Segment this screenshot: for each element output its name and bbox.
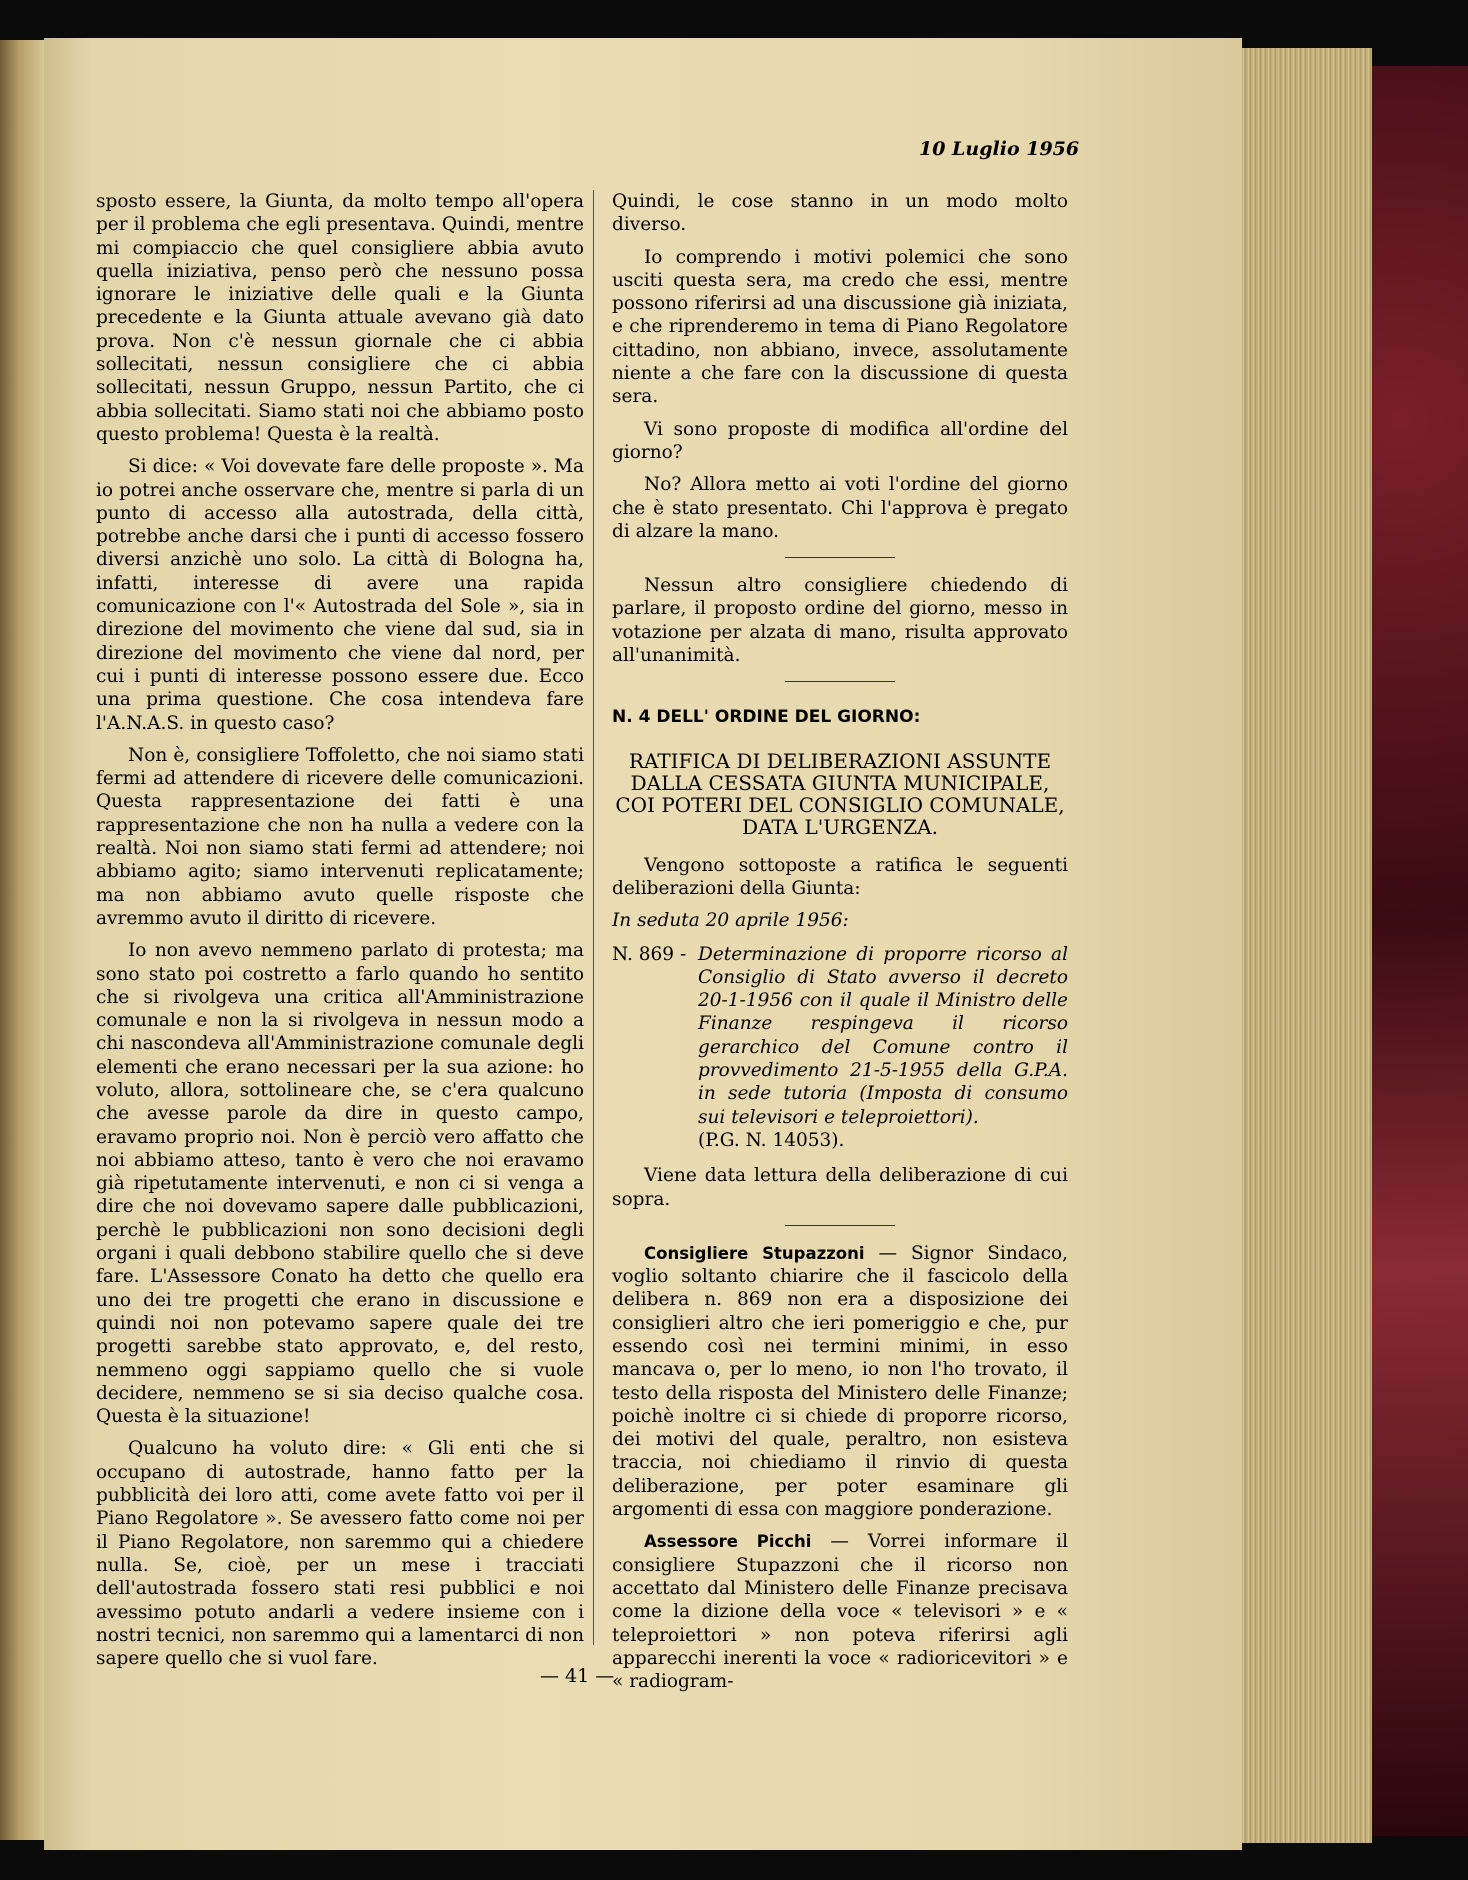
entry-protocol: (P.G. N. 14053). bbox=[698, 1129, 845, 1151]
paragraph: Io non avevo nemmeno parlato di protesta; ma sono stato poi costretto a farlo quando ho sentito che si rivolgeva una critica all'Amministrazione comunale e non la si rivolgeva in nessun modo a chi nascondeva all'Amministrazione comunale degli elementi che erano necessari per la sua azione: ho voluto, allora, sottolineare che, se c'era qualcuno che avesse parole da dire in questo campo, eravamo proprio noi. Non è perciò vero affatto che noi abbiamo atteso, tanto è vero che noi eravamo già ripetutamente intervenuti, e non ci si venga a dire che noi dovevamo sapere dalle pubblicazioni, perchè le pubblicazioni non sono decisioni degli organi i quali debbono stabilire quello che si deve fare. L'Assessore Conato ha detto che quello era uno dei tre progetti che erano in discussione e quindi noi non potevamo sapere quale dei tre progetti sarebbe stato approvato, e, del resto, nemmeno oggi sappiamo quello che si vuole decidere, nemmeno se si sia deciso qualche cosa. Questa è la situazione! bbox=[96, 940, 584, 1428]
paragraph: No? Allora metto ai voti l'ordine del giorno che è stato presentato. Chi l'approva è pregato di alzare la mano. bbox=[612, 474, 1068, 542]
page-date-header: 10 Luglio 1956 bbox=[919, 138, 1080, 160]
paragraph: sposto essere, la Giunta, da molto tempo all'opera per il problema che egli presentava. Quindi, mentre mi compiaccio che quel consigliere abbia avuto quella iniziativa, penso però che nessuno possa ignorare le iniziative delle quali e la Giunta precedente e la Giunta attuale avevano già dato prova. Non c'è nessun giornale che ci abbia sollecitati, nessun consigliere che ci abbia sollecitati, nessun Gruppo, nessun Partito, che ci abbia sollecitati. Siamo stati noi che abbiamo posto questo problema! Questa è la realtà. bbox=[96, 191, 584, 445]
agenda-item-heading: N. 4 DELL' ORDINE DEL GIORNO: bbox=[612, 707, 921, 728]
entry-description: Determinazione di proporre ricorso al Consiglio di Stato avverso il decreto 20-1-1956 con il quale il Ministro delle Finanze respingeva il ricorso gerarchico del Comune contro il provvedimento 21-5-1955 della G.P.A. in sede tutoria (Imposta di consumo sui televisori e teleproiettori). bbox=[698, 943, 1068, 1128]
paragraph: Vi sono proposte di modifica all'ordine del giorno? bbox=[612, 418, 1068, 463]
paragraph: Io comprendo i motivi polemici che sono usciti questa sera, ma credo che essi, mentre possono riferirsi ad una discussione già iniziata, e che riprenderemo in tema di Piano Regolatore cittadino, non abbiano, invece, assolutamente niente a che fare con la discussione di questa sera. bbox=[612, 246, 1068, 408]
separator-rule bbox=[785, 557, 895, 558]
submitted-intro: Vengono sottoposte a ratifica le seguenti deliberazioni della Giunta: bbox=[612, 854, 1068, 899]
paragraph: Si dice: « Voi dovevate fare delle proposte ». Ma io potrei anche osservare che, mentre si parla di un punto di accesso alla autostrada, della città, potrebbe anche darsi che i punti di accesso fossero diversi anzichè uno solo. La città di Bologna ha, infatti, interesse di avere una rapida comunicazione con l'« Autostrada del Sole », sia in direzione del movimento che viene dal sud, sia in direzione del movimento che viene dal nord, per cui i punti di interesse possono essere due. Ecco una prima questione. Che cosa intendeva fare l'A.N.A.S. in questo caso? bbox=[96, 456, 584, 734]
speaker-name: Consigliere Stupazzoni bbox=[644, 1243, 865, 1263]
left-column bbox=[96, 190, 584, 1679]
page-stack-edges bbox=[1242, 48, 1372, 1843]
paragraph: Qualcuno ha voluto dire: « Gli enti che si occupano di autostrade, hanno fatto per la pubblicità dei loro atti, come avete fatto voi per il Piano Regolatore ». Se avessero fatto come noi per il Piano Regolatore, non saremmo qui a chiedere nulla. Se, cioè, per un mese i tracciati dell'autostrada fossero stati resi pubblici e noi avessimo potuto andarli a vedere insieme con i nostri tecnici, non saremmo qui a lamentarci di non sapere quello che si vuol fare. bbox=[96, 1438, 584, 1670]
entry-text-block bbox=[698, 943, 1068, 1153]
speech-text: — Signor Sindaco, voglio soltanto chiarire che il fascicolo della delibera n. 869 non era a disposizione dei consiglieri altro che ieri pomeriggio e che, pur essendo così nei termini minimi, in esso mancava o, per lo meno, io non l'ho trovato, il testo della risposta del Ministero delle Finanze; poichè inoltre ci si chiede di proporre ricorso, dei motivi del quale, peraltro, non esisteva traccia, noi chiediamo il rinvio di questa deliberazione, per poter esaminare gli argomenti di essa con maggiore ponderazione. bbox=[612, 1242, 1068, 1521]
right-column bbox=[612, 190, 1068, 1702]
separator-rule bbox=[785, 681, 895, 682]
paragraph: Non è, consigliere Toffoletto, che noi siamo stati fermi ad attendere di ricevere delle comunicazioni. Questa rappresentazione dei fatti è una rappresentazione che non ha nulla a vedere con la realtà. Noi non siamo stati fermi ad attendere; noi abbiamo agito; siamo intervenuti replicatamente; ma non abbiamo avuto quelle risposte che avremmo avuto il diritto di ricevere. bbox=[96, 744, 584, 929]
facing-page-edge bbox=[0, 40, 44, 1840]
session-label: In seduta 20 aprile 1956: bbox=[612, 910, 849, 932]
column-divider bbox=[593, 190, 594, 1645]
deliberation-entry bbox=[612, 943, 1068, 1153]
vote-result: Nessun altro consigliere chiedendo di parlare, il proposto ordine del giorno, messo in votazione per alzata di mano, risulta approvato all'unanimità. bbox=[612, 575, 1068, 667]
speaker-name: Assessore Picchi bbox=[644, 1532, 812, 1552]
speech bbox=[612, 1530, 1068, 1693]
entry-number: N. 869 - bbox=[612, 943, 687, 965]
separator-rule bbox=[785, 1225, 895, 1226]
speech-text: — Vorrei informare il consigliere Stupazzoni che il ricorso non accettato dal Ministero delle Finanze precisava come la dizione della voce « televisori » e « teleproiettori » non poteva riferirsi agli apparecchi inerenti la voce « radioricevitori » e « radiogram- bbox=[612, 1531, 1068, 1693]
paragraph: Quindi, le cose stanno in un modo molto diverso. bbox=[612, 191, 1068, 236]
reading-note: Viene data lettura della deliberazione di cui sopra. bbox=[612, 1165, 1068, 1210]
speech bbox=[612, 1242, 1068, 1522]
page-number: — 41 — bbox=[540, 1665, 615, 1687]
book-binding bbox=[1372, 66, 1468, 1836]
agenda-item-title: RATIFICA DI DELIBERAZIONI ASSUNTE DALLA CESSATA GIUNTA MUNICIPALE, COI POTERI DEL CONSIGLIO COMUNALE, DATA L'URGENZA. bbox=[615, 748, 1065, 839]
